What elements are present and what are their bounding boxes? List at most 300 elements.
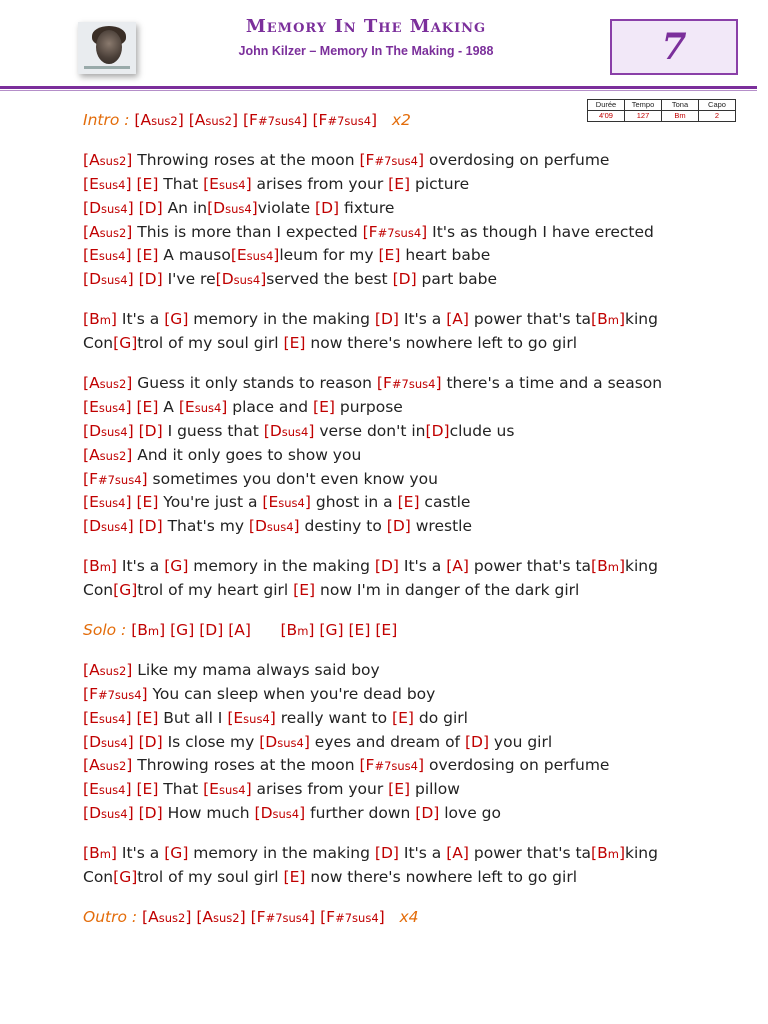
chord: [G]: [319, 621, 344, 640]
chord-modifier: m: [99, 560, 111, 575]
header-divider: [0, 86, 757, 89]
chord: [E]: [378, 246, 401, 265]
chord-modifier: #7sus4: [377, 225, 422, 240]
chord: [Asus2]: [134, 111, 184, 129]
lyric-text: you girl: [489, 732, 553, 751]
chord-root: E: [184, 397, 195, 416]
lyric-line: [83, 866, 743, 890]
chord: [D]: [138, 804, 163, 823]
chord-root: E: [398, 708, 408, 727]
info-value-key: Bm: [662, 111, 699, 122]
lyric-text: Like my mama always said boy: [132, 660, 380, 679]
lyric-text: place and: [227, 397, 314, 416]
chord-modifier: sus2: [205, 114, 232, 128]
lyric-line: [83, 372, 743, 396]
repeat-count: x4: [399, 907, 419, 926]
chord: [Dsus4]: [83, 732, 134, 751]
chord: [Bm]: [131, 621, 166, 640]
chord: [G]: [164, 844, 189, 863]
lyric-line: [83, 579, 743, 603]
chord-modifier: sus4: [98, 400, 126, 415]
chord-modifier: sus4: [246, 249, 274, 264]
lyric-text: heart babe: [400, 246, 491, 265]
chord-root: D: [431, 421, 444, 440]
chord: [D]: [392, 270, 417, 289]
lyric-text: wrestle: [410, 517, 472, 536]
chord-modifier: #7sus4: [335, 910, 379, 925]
chord: [A]: [228, 621, 251, 640]
chord-root: D: [144, 270, 157, 289]
chord: [E]: [392, 708, 414, 727]
lyric-text: ghost in a: [310, 493, 398, 512]
chord-root: E: [209, 780, 219, 799]
chord-root: D: [144, 421, 157, 440]
chord-root: G: [176, 621, 189, 640]
chord: [Dsus4]: [215, 270, 267, 289]
chord: [F#7sus4]: [242, 111, 308, 129]
lyric-text: How much: [162, 804, 255, 823]
chord-root: E: [89, 780, 99, 799]
chord-root: D: [398, 270, 411, 289]
chord-modifier: sus2: [99, 759, 127, 774]
chord: [A]: [446, 844, 469, 863]
chord: [Dsus4]: [83, 804, 134, 823]
chord-root: D: [221, 270, 234, 289]
lyric-text: Con: [83, 334, 114, 353]
lyric-text: arises from your: [251, 174, 389, 193]
chord: [E]: [293, 581, 316, 600]
lyric-line: [83, 778, 743, 802]
chord-modifier: sus4: [101, 273, 128, 288]
lyric-line: [83, 149, 743, 173]
chord-root: D: [269, 421, 282, 440]
chord-modifier: sus2: [99, 225, 127, 240]
chord: [Dsus4]: [254, 804, 306, 823]
chord-root: G: [170, 310, 183, 329]
lyric-text: But all I: [158, 708, 228, 727]
chord-modifier: #7sus4: [391, 377, 436, 392]
chord: [G]: [170, 621, 195, 640]
chord: [Asus2]: [83, 660, 133, 679]
lyric-text: clude us: [449, 421, 515, 440]
chord-root: D: [260, 804, 273, 823]
chord-root: D: [144, 198, 157, 217]
chord: [Bm]: [591, 844, 625, 863]
lyric-text: fixture: [339, 198, 395, 217]
chord-modifier: sus4: [272, 807, 300, 822]
lyric-line: [83, 396, 743, 420]
chord-modifier: #7sus4: [374, 153, 418, 168]
chord-root: D: [421, 804, 434, 823]
chord: [D]: [315, 198, 340, 217]
info-value-duration: 4'09: [588, 111, 625, 122]
lyric-text: It's a: [116, 844, 165, 863]
lyric-text: overdosing on perfume: [424, 150, 610, 169]
chord: [D]: [138, 421, 163, 440]
chord-root: E: [299, 581, 310, 600]
lyric-text: An in: [162, 198, 208, 217]
chord-modifier: sus4: [101, 807, 128, 822]
lyric-text: king: [625, 310, 658, 329]
chord-root: A: [89, 660, 100, 679]
chord-root: F: [89, 469, 98, 488]
lyric-line: [83, 802, 743, 826]
chord-root: D: [89, 517, 101, 536]
chord: [E]: [283, 868, 306, 887]
stanza-gap: [83, 539, 743, 555]
lyric-text: power that's ta: [468, 557, 592, 576]
section-label: Solo :: [83, 621, 127, 640]
chord-modifier: sus4: [277, 735, 304, 750]
chord-modifier: sus4: [98, 496, 126, 511]
chord: [A]: [446, 557, 469, 576]
chord-root: A: [89, 756, 100, 775]
chord: [E]: [136, 174, 159, 193]
chord-root: D: [89, 270, 101, 289]
lyric-text: A: [158, 397, 179, 416]
chord-modifier: sus2: [99, 377, 127, 392]
chord-root: D: [265, 732, 278, 751]
chord-root: D: [380, 310, 393, 329]
chord: [F#7sus4]: [362, 222, 428, 241]
chord-root: D: [89, 732, 101, 751]
chord-lyrics-sheet: [83, 109, 743, 930]
chord: [Dsus4]: [248, 517, 300, 536]
lyric-line: [83, 173, 743, 197]
chord-root: A: [89, 150, 100, 169]
chord: [F#7sus4]: [312, 111, 378, 129]
chord: [Dsus4]: [207, 198, 258, 217]
chord: [Esus4]: [83, 780, 132, 799]
chord-modifier: sus4: [101, 201, 128, 216]
lyric-text: overdosing on perfume: [424, 756, 610, 775]
chord-modifier: #7sus4: [257, 114, 302, 128]
chord-modifier: sus4: [98, 249, 126, 264]
chord-modifier: sus2: [99, 448, 127, 463]
lyric-line: [83, 197, 743, 221]
repeat-count: x2: [391, 111, 411, 129]
chord-root: E: [89, 246, 99, 265]
chord: [Esus4]: [83, 708, 132, 727]
lyric-text: trol of my heart girl: [137, 581, 294, 600]
chord-modifier: sus4: [233, 273, 261, 288]
lyric-text: Throwing roses at the moon: [132, 756, 360, 775]
chord: [Esus4]: [262, 493, 311, 512]
lyric-text: [385, 908, 400, 926]
lyric-text: You can sleep when you're dead boy: [147, 684, 436, 703]
lyric-line: [83, 244, 743, 268]
chord: [Esus4]: [83, 397, 132, 416]
chord-root: E: [142, 493, 153, 512]
chord-root: D: [471, 732, 483, 751]
chord-root: F: [365, 150, 375, 169]
chord: [G]: [113, 581, 138, 600]
chord: [F#7sus4]: [83, 469, 148, 488]
lyric-text: love go: [439, 804, 502, 823]
chord-root: D: [321, 198, 334, 217]
chord-root: E: [233, 708, 244, 727]
chord-modifier: sus2: [212, 910, 240, 925]
chord: [E]: [397, 493, 420, 512]
chord-root: E: [89, 708, 99, 727]
chord-root: G: [325, 621, 338, 640]
lyric-text: This is more than I expected: [132, 222, 363, 241]
chord: [Esus4]: [203, 780, 252, 799]
chord-root: F: [365, 756, 375, 775]
chord-root: B: [597, 844, 608, 863]
lyric-line: [83, 659, 743, 683]
lyric-text: really want to: [275, 708, 393, 727]
chord: [E]: [136, 246, 159, 265]
lyric-line: [83, 308, 743, 332]
chord-root: F: [382, 374, 392, 393]
lyric-text: trol of my soul girl: [137, 334, 284, 353]
chord: [Bm]: [591, 557, 625, 576]
chord-modifier: #7sus4: [327, 114, 372, 128]
chord-modifier: sus2: [99, 663, 127, 678]
section-label: Intro :: [83, 111, 130, 129]
stanza-gap: [83, 890, 743, 906]
lyric-text: power that's ta: [468, 310, 592, 329]
chord-root: B: [286, 621, 298, 640]
lyric-text: served the best: [266, 270, 393, 289]
lyric-text: violate: [257, 198, 316, 217]
chord-modifier: sus4: [98, 177, 126, 192]
chord-modifier: sus4: [101, 520, 128, 535]
chord-modifier: m: [99, 847, 111, 862]
lyric-text: It's a: [398, 310, 447, 329]
chord: [Esus4]: [83, 246, 132, 265]
song-header: [0, 0, 768, 92]
lyric-text: now I'm in danger of the dark girl: [315, 581, 580, 600]
chord-modifier: sus4: [98, 711, 126, 726]
chord: [Asus2]: [83, 374, 133, 393]
section-line: [83, 109, 743, 133]
lyric-text: Guess it only stands to reason: [132, 374, 377, 393]
info-value-capo: 2: [699, 111, 736, 122]
chord-root: G: [170, 557, 183, 576]
chord: [E]: [348, 621, 371, 640]
chord-modifier: sus2: [158, 910, 186, 925]
chord-root: A: [89, 445, 100, 464]
lyric-line: [83, 332, 743, 356]
chord-modifier: sus2: [99, 153, 127, 168]
chord: [D]: [374, 310, 399, 329]
chord-root: F: [89, 684, 98, 703]
lyric-line: [83, 221, 743, 245]
chord-root: E: [89, 397, 99, 416]
chord: [D]: [386, 517, 411, 536]
chord: [Dsus4]: [83, 421, 134, 440]
chord-root: D: [392, 517, 405, 536]
stanza-gap: [83, 603, 743, 619]
chord: [G]: [164, 557, 189, 576]
lyric-text: [377, 111, 392, 129]
song-title: Memory In The Making: [245, 16, 487, 37]
chord-modifier: sus4: [281, 424, 309, 439]
chord-root: A: [148, 907, 159, 926]
chord-root: B: [89, 844, 100, 863]
chord: [D]: [374, 844, 399, 863]
song-number-badge: 7: [610, 19, 738, 75]
chord-root: A: [234, 621, 245, 640]
chord-modifier: m: [99, 313, 111, 328]
chord-modifier: sus4: [266, 520, 294, 535]
chord: [Dsus4]: [83, 198, 134, 217]
lyric-line: [83, 707, 743, 731]
chord-root: E: [209, 174, 219, 193]
lyric-line: [83, 268, 743, 292]
lyric-text: further down: [305, 804, 416, 823]
chord-modifier: sus4: [101, 424, 128, 439]
chord: [D]: [415, 804, 440, 823]
lyric-text: castle: [419, 493, 471, 512]
chord: [Esus4]: [83, 493, 132, 512]
chord-modifier: sus4: [218, 177, 246, 192]
chord: [E]: [136, 397, 159, 416]
chord-root: D: [89, 804, 101, 823]
chord-root: E: [142, 246, 153, 265]
chord-root: B: [597, 557, 608, 576]
lyric-text: king: [625, 844, 658, 863]
lyric-text: That: [158, 780, 204, 799]
lyric-line: [83, 515, 743, 539]
chord-root: A: [194, 111, 206, 129]
chord: [Dsus4]: [263, 421, 315, 440]
chord-root: E: [384, 246, 395, 265]
chord-root: E: [289, 868, 300, 887]
chord: [Dsus4]: [83, 517, 134, 536]
lyric-text: picture: [410, 174, 470, 193]
chord-modifier: sus4: [98, 783, 126, 798]
lyric-text: purpose: [334, 397, 403, 416]
chord-root: D: [380, 557, 393, 576]
lyric-text: It's as though I have erected: [427, 222, 654, 241]
lyric-text: That: [158, 174, 204, 193]
lyric-text: Con: [83, 868, 114, 887]
chord-root: F: [326, 907, 336, 926]
chord-root: B: [89, 310, 100, 329]
chord-root: A: [452, 310, 463, 329]
lyric-text: It's a: [116, 557, 165, 576]
lyric-text: memory in the making: [188, 310, 375, 329]
chord: [E]: [136, 780, 159, 799]
lyric-text: Con: [83, 581, 114, 600]
lyric-text: trol of my soul girl: [137, 868, 284, 887]
chord: [D]: [138, 517, 163, 536]
chord-root: E: [268, 493, 279, 512]
chord-modifier: #7sus4: [97, 472, 142, 487]
chord: [Esus4]: [178, 397, 228, 416]
chord-modifier: #7sus4: [97, 687, 142, 702]
chord: [Bm]: [83, 310, 117, 329]
lyric-text: part babe: [416, 270, 497, 289]
info-header-duration: Durée: [588, 100, 625, 111]
lyric-text: You're just a: [158, 493, 263, 512]
lyric-line: [83, 491, 743, 515]
chord-root: D: [144, 732, 157, 751]
chord: [Asus2]: [188, 111, 239, 129]
chord: [Bm]: [83, 844, 117, 863]
chord-root: A: [452, 844, 463, 863]
chord: [D]: [374, 557, 399, 576]
chord-root: A: [202, 907, 213, 926]
lyric-text: power that's ta: [468, 844, 592, 863]
lyric-text: verse don't in: [314, 421, 426, 440]
chord-root: G: [119, 334, 132, 353]
lyric-line: [83, 683, 743, 707]
chord-modifier: #7sus4: [374, 759, 418, 774]
lyric-text: I guess that: [162, 421, 264, 440]
song-subtitle: John Kilzer – Memory In The Making - 1988: [238, 44, 494, 58]
lyric-text: memory in the making: [188, 844, 375, 863]
lyric-line: [83, 468, 743, 492]
chord-root: D: [144, 804, 157, 823]
chord: [F#7sus4]: [320, 907, 385, 926]
chord-root: E: [354, 621, 365, 640]
info-header-key: Tona: [662, 100, 699, 111]
chord: [D]: [425, 421, 450, 440]
lyric-text: Is close my: [162, 732, 260, 751]
chord: [E]: [388, 174, 411, 193]
chord: [E]: [136, 708, 159, 727]
chord-root: E: [236, 246, 247, 265]
chord-root: A: [140, 111, 152, 129]
chord: [Bm]: [83, 557, 117, 576]
lyric-line: [83, 444, 743, 468]
chord-root: D: [380, 844, 393, 863]
lyric-text: leum for my: [279, 246, 379, 265]
chord-root: E: [381, 621, 392, 640]
stanza-gap: [83, 133, 743, 149]
lyric-line: [83, 555, 743, 579]
info-header-capo: Capo: [699, 100, 736, 111]
chord: [Asus2]: [142, 907, 192, 926]
chord: [Bm]: [591, 310, 625, 329]
chord-root: E: [394, 780, 404, 799]
lyric-text: pillow: [410, 780, 460, 799]
lyric-text: It's a: [398, 557, 447, 576]
lyric-text: sometimes you don't even know you: [147, 469, 438, 488]
chord-root: G: [119, 581, 132, 600]
chord: [E]: [136, 493, 159, 512]
chord: [E]: [388, 780, 411, 799]
lyric-text: A mauso: [158, 246, 231, 265]
chord-modifier: m: [147, 624, 160, 639]
chord-root: E: [89, 493, 99, 512]
chord: [Dsus4]: [83, 270, 134, 289]
chord-root: D: [89, 421, 101, 440]
lyric-text: king: [625, 557, 658, 576]
lyric-text: Throwing roses at the moon: [132, 150, 360, 169]
chord-root: E: [142, 708, 153, 727]
chord: [F#7sus4]: [376, 374, 442, 393]
chord: [Esus4]: [203, 174, 252, 193]
lyric-text: I've re: [162, 270, 216, 289]
lyric-text: It's a: [116, 310, 165, 329]
chord: [Asus2]: [83, 222, 133, 241]
chord: [Esus4]: [230, 246, 280, 265]
chord: [D]: [138, 732, 163, 751]
lyric-text: destiny to: [299, 517, 387, 536]
chord: [G]: [113, 334, 138, 353]
stanza-gap: [83, 356, 743, 372]
chord-modifier: sus4: [225, 201, 252, 216]
chord-modifier: m: [297, 624, 309, 639]
chord: [E]: [313, 397, 335, 416]
info-header-tempo: Tempo: [625, 100, 662, 111]
chord-root: G: [119, 868, 132, 887]
